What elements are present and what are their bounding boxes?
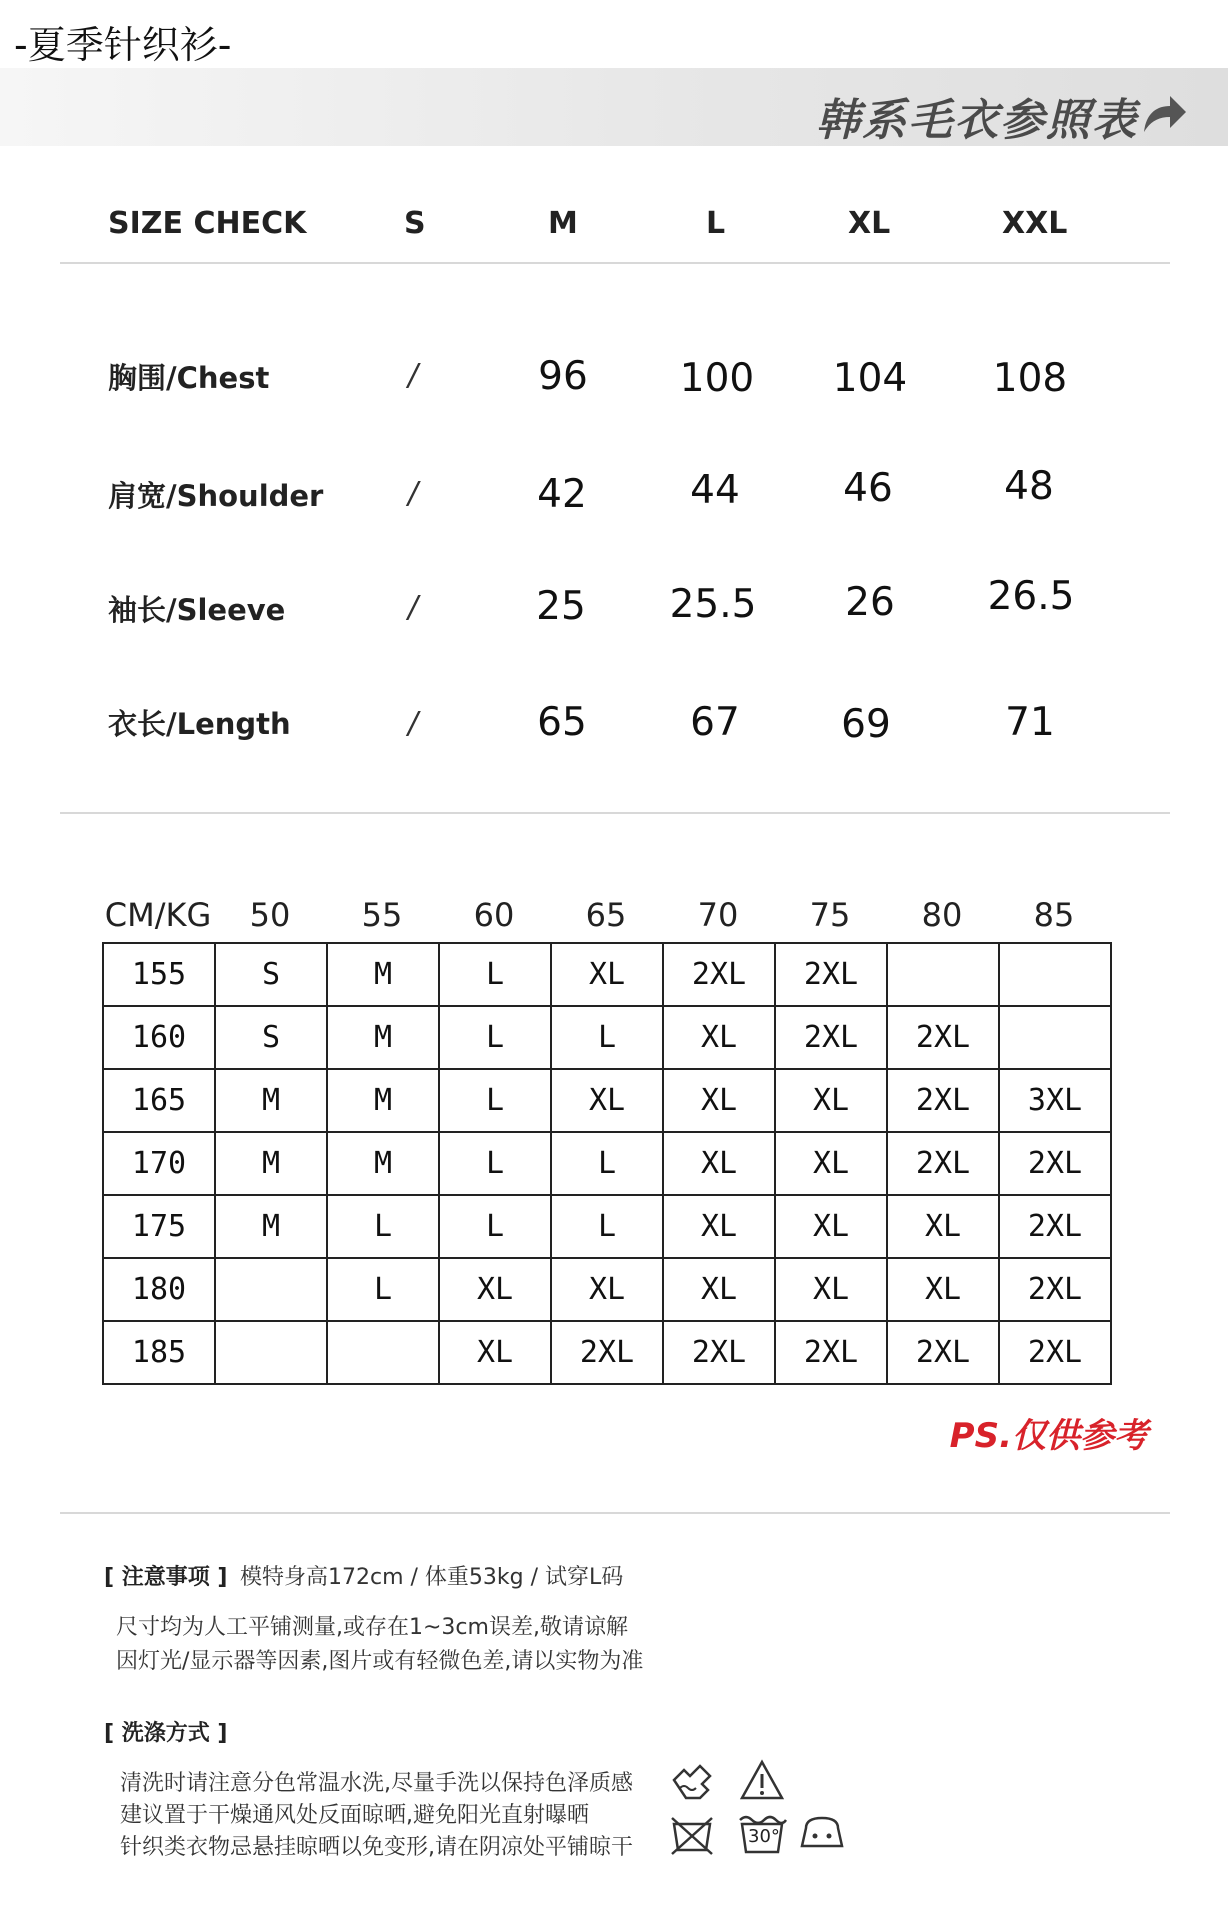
height-cell: 155	[103, 943, 215, 1006]
size-cell: XL	[887, 1258, 999, 1321]
table-row	[103, 1132, 1111, 1195]
size-header-s: S	[404, 206, 426, 241]
size-cell: M	[327, 1069, 439, 1132]
size-cell: M	[327, 1132, 439, 1195]
value-shoulder-xl: 46	[843, 466, 893, 511]
weight-header: 70	[697, 896, 739, 934]
size-cell: M	[215, 1195, 327, 1258]
reference-only-note: PS.仅供参考	[949, 1416, 1148, 1456]
size-cell: XL	[663, 1132, 775, 1195]
size-cell: XL	[439, 1258, 551, 1321]
care-line: 清洗时请注意分色常温水洗,尽量手洗以保持色泽质感	[120, 1771, 633, 1796]
height-weight-table	[102, 942, 1112, 1385]
size-cell: M	[215, 1069, 327, 1132]
size-cell	[327, 1321, 439, 1384]
size-cell: M	[327, 1006, 439, 1069]
weight-header: 55	[361, 896, 403, 934]
size-cell: XL	[663, 1006, 775, 1069]
size-cell: 2XL	[999, 1132, 1111, 1195]
size-header-l: L	[706, 206, 726, 241]
share-arrow-icon	[1140, 92, 1188, 136]
size-cell: 2XL	[999, 1258, 1111, 1321]
size-cell: 2XL	[887, 1321, 999, 1384]
weight-header: 75	[809, 896, 851, 934]
size-cell: XL	[775, 1195, 887, 1258]
value-shoulder-m: 42	[537, 472, 587, 517]
value-chest-xl: 104	[832, 356, 908, 401]
height-cell: 165	[103, 1069, 215, 1132]
size-cell: 2XL	[775, 1321, 887, 1384]
size-cell	[887, 943, 999, 1006]
value-sleeve-xxl: 26.5	[987, 574, 1075, 619]
size-cell: 2XL	[663, 943, 775, 1006]
height-cell: 160	[103, 1006, 215, 1069]
size-cell: 2XL	[775, 1006, 887, 1069]
banner-title: 韩系毛衣参照表	[816, 95, 1138, 146]
size-cell: L	[551, 1006, 663, 1069]
notes-heading: [ 注意事项 ]	[104, 1565, 228, 1590]
size-cell: 2XL	[887, 1069, 999, 1132]
value-length-xxl: 71	[1005, 700, 1055, 745]
divider	[60, 262, 1170, 264]
size-cell: L	[551, 1132, 663, 1195]
hand-wash-icon	[670, 1758, 718, 1802]
size-cell: XL	[551, 1069, 663, 1132]
size-cell: L	[551, 1195, 663, 1258]
size-cell: XL	[663, 1069, 775, 1132]
size-cell: XL	[663, 1195, 775, 1258]
height-cell: 185	[103, 1321, 215, 1384]
size-cell: S	[215, 1006, 327, 1069]
height-cell: 170	[103, 1132, 215, 1195]
weight-header: 65	[585, 896, 627, 934]
value-chest-s: /	[408, 358, 419, 393]
size-cell	[215, 1258, 327, 1321]
cmkg-corner: CM/KG	[104, 896, 212, 934]
value-length-s: /	[408, 706, 419, 741]
size-cell	[999, 1006, 1111, 1069]
value-chest-m: 96	[538, 354, 588, 399]
table-row	[103, 1069, 1111, 1132]
page-caption: -夏季针织衫-	[14, 23, 232, 67]
size-cell	[999, 943, 1111, 1006]
divider	[60, 812, 1170, 814]
size-cell: 2XL	[887, 1006, 999, 1069]
row-label-shoulder: 肩宽/Shoulder	[108, 479, 324, 513]
size-header-xl: XL	[848, 206, 891, 241]
size-cell	[215, 1321, 327, 1384]
size-cell: XL	[775, 1069, 887, 1132]
value-chest-xxl: 108	[992, 356, 1068, 401]
size-cell: L	[327, 1195, 439, 1258]
size-cell: 2XL	[999, 1321, 1111, 1384]
wash-30-icon	[736, 1810, 788, 1856]
size-cell: L	[439, 943, 551, 1006]
divider	[60, 1512, 1170, 1514]
value-shoulder-xxl: 48	[1004, 464, 1054, 509]
size-cell: 2XL	[775, 943, 887, 1006]
value-length-m: 65	[537, 700, 587, 745]
size-cell: S	[215, 943, 327, 1006]
table-row	[103, 1258, 1111, 1321]
wash-temp-label: 30°	[748, 1826, 780, 1847]
size-cell: XL	[551, 943, 663, 1006]
size-cell: L	[439, 1069, 551, 1132]
value-chest-l: 100	[679, 356, 755, 401]
row-label-length: 衣长/Length	[108, 707, 291, 741]
row-label-chest: 胸围/Chest	[108, 361, 270, 395]
iron-icon	[798, 1810, 846, 1854]
size-header-m: M	[548, 206, 578, 241]
weight-header: 60	[473, 896, 515, 934]
care-line: 针织类衣物忌悬挂晾晒以免变形,请在阴凉处平铺晾干	[120, 1835, 633, 1860]
weight-header: 85	[1033, 896, 1075, 934]
size-cell: XL	[775, 1258, 887, 1321]
height-cell: 180	[103, 1258, 215, 1321]
care-line: 建议置于干燥通风处反面晾晒,避免阳光直射曝晒	[120, 1803, 589, 1828]
value-shoulder-s: /	[408, 476, 419, 511]
size-cell: 2XL	[663, 1321, 775, 1384]
height-cell: 175	[103, 1195, 215, 1258]
size-cell: M	[327, 943, 439, 1006]
value-shoulder-l: 44	[690, 468, 740, 513]
notes-line: 因灯光/显示器等因素,图片或有轻微色差,请以实物为准	[116, 1649, 644, 1674]
size-cell: 2XL	[887, 1132, 999, 1195]
value-length-xl: 69	[841, 702, 891, 747]
table-row	[103, 1321, 1111, 1384]
value-sleeve-m: 25	[536, 584, 586, 629]
size-cell: XL	[551, 1258, 663, 1321]
size-cell: L	[327, 1258, 439, 1321]
size-cell: XL	[887, 1195, 999, 1258]
size-cell: 2XL	[999, 1195, 1111, 1258]
table-row	[103, 1195, 1111, 1258]
table-row	[103, 943, 1111, 1006]
value-sleeve-s: /	[408, 590, 419, 625]
size-check-header: SIZE CHECK	[108, 206, 307, 241]
table-row	[103, 1006, 1111, 1069]
size-cell: L	[439, 1132, 551, 1195]
size-cell: XL	[439, 1321, 551, 1384]
size-cell: XL	[775, 1132, 887, 1195]
size-cell: L	[439, 1006, 551, 1069]
row-label-sleeve: 袖长/Sleeve	[108, 593, 286, 627]
weight-header: 50	[249, 896, 291, 934]
model-info: 模特身高172cm / 体重53kg / 试穿L码	[240, 1565, 624, 1590]
weight-header: 80	[921, 896, 963, 934]
care-heading: [ 洗涤方式 ]	[104, 1721, 228, 1746]
size-cell: 2XL	[551, 1321, 663, 1384]
value-sleeve-l: 25.5	[669, 582, 757, 627]
size-cell: 3XL	[999, 1069, 1111, 1132]
size-header-xxl: XXL	[1002, 206, 1068, 241]
size-cell: XL	[663, 1258, 775, 1321]
size-cell: M	[215, 1132, 327, 1195]
warning-icon	[738, 1758, 786, 1802]
value-sleeve-xl: 26	[845, 580, 895, 625]
no-bleach-icon	[668, 1812, 716, 1856]
value-length-l: 67	[690, 700, 740, 745]
notes-line: 尺寸均为人工平铺测量,或存在1~3cm误差,敬请谅解	[116, 1615, 628, 1640]
size-cell: L	[439, 1195, 551, 1258]
